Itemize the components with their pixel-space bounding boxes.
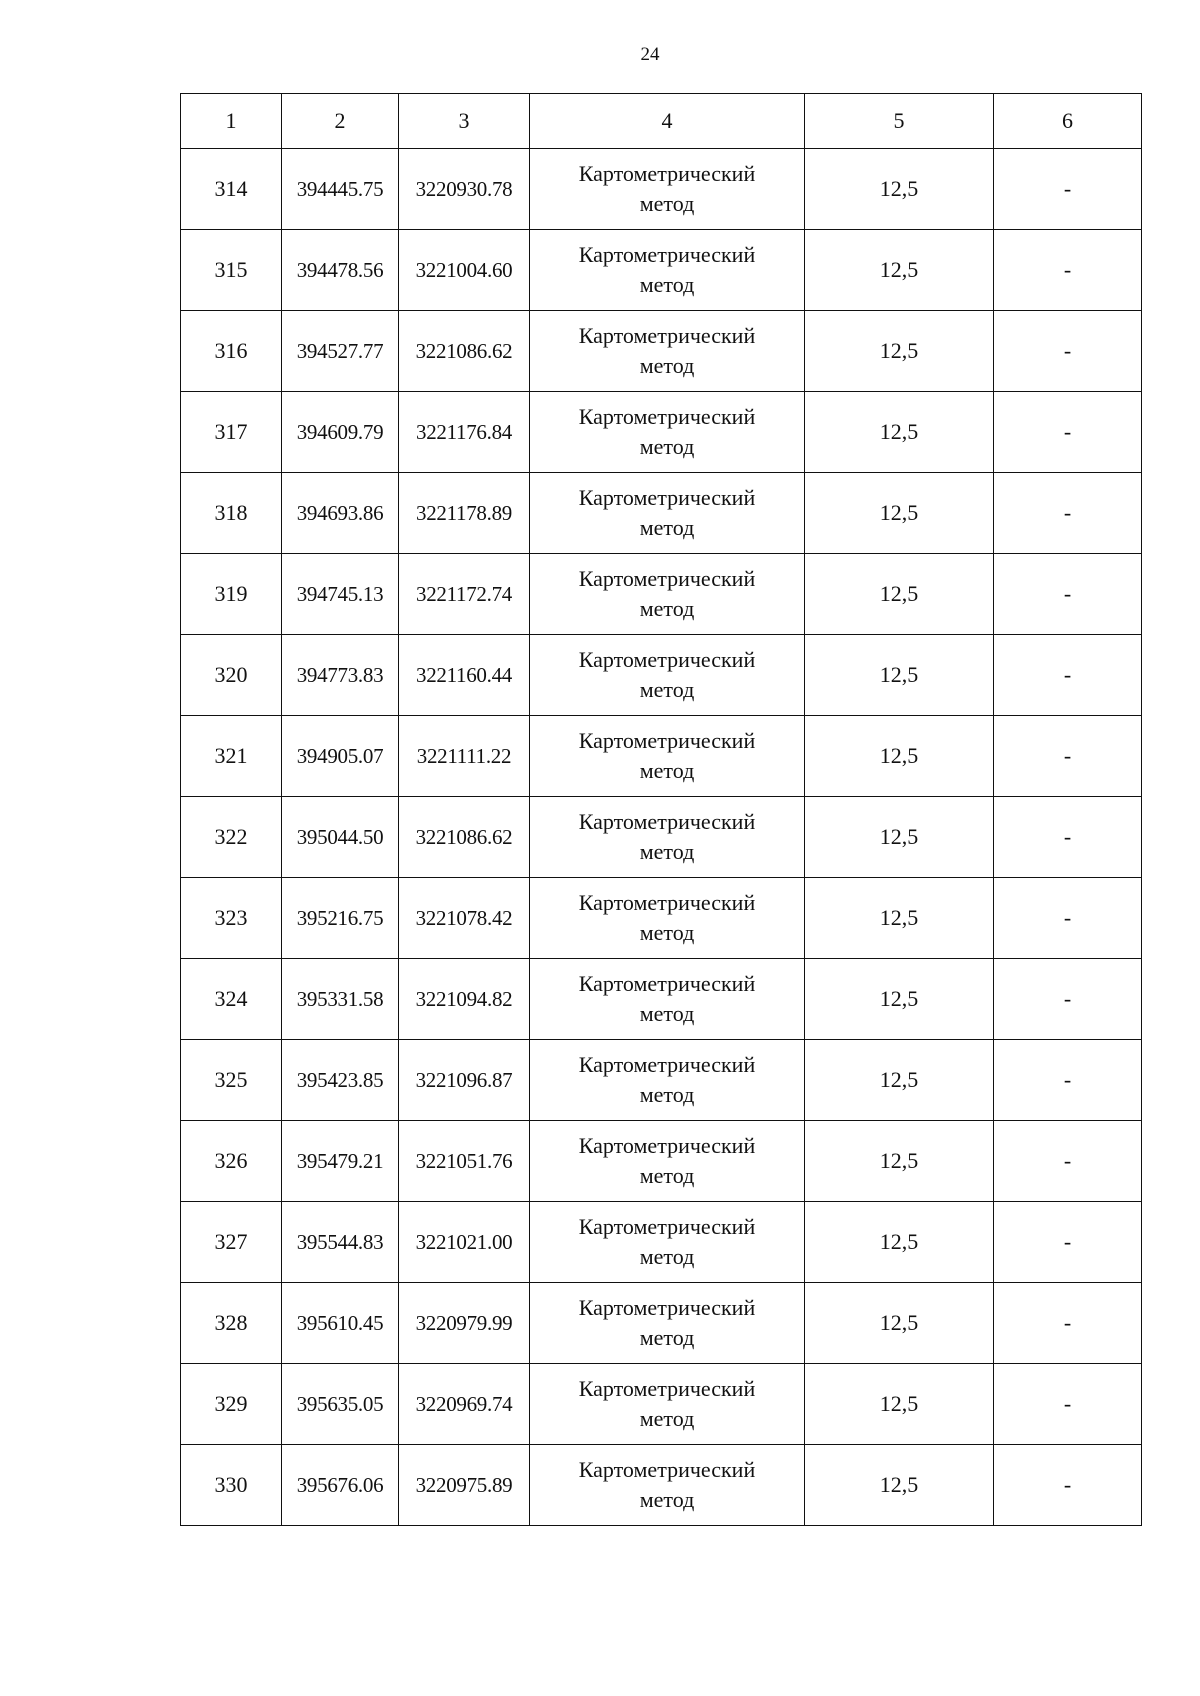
method-line-1: Картометрический bbox=[578, 1052, 756, 1077]
y-coordinate-cell: 3221086.62 bbox=[399, 311, 530, 392]
table-row bbox=[181, 149, 1142, 230]
method-line-1: Картометрический bbox=[578, 1376, 756, 1401]
point-number-cell: 316 bbox=[181, 311, 282, 392]
accuracy-cell: 12,5 bbox=[805, 554, 994, 635]
method-line-2: метод bbox=[639, 1487, 695, 1512]
accuracy-cell: 12,5 bbox=[805, 959, 994, 1040]
table-row bbox=[181, 230, 1142, 311]
y-coordinate-cell: 3221176.84 bbox=[399, 392, 530, 473]
method-line-2: метод bbox=[639, 758, 695, 783]
x-coordinate-cell: 394773.83 bbox=[282, 635, 399, 716]
y-coordinate-cell: 3220979.99 bbox=[399, 1283, 530, 1364]
method-line-2: метод bbox=[639, 839, 695, 864]
accuracy-cell: 12,5 bbox=[805, 230, 994, 311]
accuracy-cell: 12,5 bbox=[805, 1121, 994, 1202]
point-number-cell: 321 bbox=[181, 716, 282, 797]
note-cell: - bbox=[994, 1283, 1142, 1364]
method-line-1: Картометрический bbox=[578, 809, 756, 834]
method-cell bbox=[530, 473, 805, 554]
method-cell bbox=[530, 1202, 805, 1283]
note-cell: - bbox=[994, 878, 1142, 959]
table-row bbox=[181, 1283, 1142, 1364]
table-row bbox=[181, 635, 1142, 716]
method-line-2: метод bbox=[639, 1001, 695, 1026]
accuracy-cell: 12,5 bbox=[805, 1040, 994, 1121]
table-row bbox=[181, 1445, 1142, 1526]
note-cell: - bbox=[994, 392, 1142, 473]
point-number-cell: 318 bbox=[181, 473, 282, 554]
method-cell bbox=[530, 1364, 805, 1445]
accuracy-cell: 12,5 bbox=[805, 878, 994, 959]
method-line-1: Картометрический bbox=[578, 323, 756, 348]
header-cell-col-2: 2 bbox=[282, 94, 399, 149]
table-row bbox=[181, 797, 1142, 878]
y-coordinate-cell: 3221178.89 bbox=[399, 473, 530, 554]
method-line-1: Картометрический bbox=[578, 1214, 756, 1239]
table-row bbox=[181, 716, 1142, 797]
x-coordinate-cell: 395544.83 bbox=[282, 1202, 399, 1283]
x-coordinate-cell: 394445.75 bbox=[282, 149, 399, 230]
method-cell bbox=[530, 878, 805, 959]
method-line-1: Картометрический bbox=[578, 1133, 756, 1158]
table-row bbox=[181, 959, 1142, 1040]
method-line-1: Картометрический bbox=[578, 1295, 756, 1320]
point-number-cell: 330 bbox=[181, 1445, 282, 1526]
method-line-2: метод bbox=[639, 1325, 695, 1350]
y-coordinate-cell: 3221160.44 bbox=[399, 635, 530, 716]
coordinates-table bbox=[180, 93, 1142, 1526]
x-coordinate-cell: 394478.56 bbox=[282, 230, 399, 311]
accuracy-cell: 12,5 bbox=[805, 1202, 994, 1283]
point-number-cell: 317 bbox=[181, 392, 282, 473]
table-row bbox=[181, 1040, 1142, 1121]
table-body bbox=[181, 149, 1142, 1526]
point-number-cell: 322 bbox=[181, 797, 282, 878]
table-row bbox=[181, 1364, 1142, 1445]
point-number-cell: 319 bbox=[181, 554, 282, 635]
header-cell-col-6: 6 bbox=[994, 94, 1142, 149]
method-line-2: метод bbox=[639, 191, 695, 216]
x-coordinate-cell: 395331.58 bbox=[282, 959, 399, 1040]
method-line-2: метод bbox=[639, 677, 695, 702]
method-line-1: Картометрический bbox=[578, 647, 756, 672]
method-cell bbox=[530, 554, 805, 635]
method-line-1: Картометрический bbox=[578, 485, 756, 510]
accuracy-cell: 12,5 bbox=[805, 1283, 994, 1364]
y-coordinate-cell: 3221086.62 bbox=[399, 797, 530, 878]
point-number-cell: 314 bbox=[181, 149, 282, 230]
y-coordinate-cell: 3220969.74 bbox=[399, 1364, 530, 1445]
accuracy-cell: 12,5 bbox=[805, 311, 994, 392]
method-cell bbox=[530, 959, 805, 1040]
method-line-2: метод bbox=[639, 515, 695, 540]
method-cell bbox=[530, 1283, 805, 1364]
y-coordinate-cell: 3221004.60 bbox=[399, 230, 530, 311]
x-coordinate-cell: 395044.50 bbox=[282, 797, 399, 878]
method-line-2: метод bbox=[639, 1406, 695, 1431]
header-cell-col-5: 5 bbox=[805, 94, 994, 149]
x-coordinate-cell: 395610.45 bbox=[282, 1283, 399, 1364]
y-coordinate-cell: 3221094.82 bbox=[399, 959, 530, 1040]
accuracy-cell: 12,5 bbox=[805, 797, 994, 878]
note-cell: - bbox=[994, 797, 1142, 878]
method-line-2: метод bbox=[639, 1244, 695, 1269]
method-cell bbox=[530, 392, 805, 473]
x-coordinate-cell: 394745.13 bbox=[282, 554, 399, 635]
note-cell: - bbox=[994, 230, 1142, 311]
accuracy-cell: 12,5 bbox=[805, 473, 994, 554]
method-cell bbox=[530, 311, 805, 392]
method-cell bbox=[530, 149, 805, 230]
x-coordinate-cell: 395423.85 bbox=[282, 1040, 399, 1121]
y-coordinate-cell: 3220975.89 bbox=[399, 1445, 530, 1526]
method-line-1: Картометрический bbox=[578, 971, 756, 996]
method-cell bbox=[530, 1040, 805, 1121]
table-row bbox=[181, 554, 1142, 635]
note-cell: - bbox=[994, 716, 1142, 797]
method-line-2: метод bbox=[639, 272, 695, 297]
y-coordinate-cell: 3221078.42 bbox=[399, 878, 530, 959]
table-row bbox=[181, 878, 1142, 959]
point-number-cell: 325 bbox=[181, 1040, 282, 1121]
method-line-1: Картометрический bbox=[578, 1457, 756, 1482]
method-line-1: Картометрический bbox=[578, 728, 756, 753]
point-number-cell: 328 bbox=[181, 1283, 282, 1364]
x-coordinate-cell: 395479.21 bbox=[282, 1121, 399, 1202]
x-coordinate-cell: 394609.79 bbox=[282, 392, 399, 473]
table-row bbox=[181, 473, 1142, 554]
method-cell bbox=[530, 797, 805, 878]
header-cell-col-4: 4 bbox=[530, 94, 805, 149]
table-row bbox=[181, 1121, 1142, 1202]
note-cell: - bbox=[994, 149, 1142, 230]
point-number-cell: 324 bbox=[181, 959, 282, 1040]
method-line-2: метод bbox=[639, 1082, 695, 1107]
y-coordinate-cell: 3221021.00 bbox=[399, 1202, 530, 1283]
y-coordinate-cell: 3221096.87 bbox=[399, 1040, 530, 1121]
point-number-cell: 323 bbox=[181, 878, 282, 959]
y-coordinate-cell: 3221051.76 bbox=[399, 1121, 530, 1202]
note-cell: - bbox=[994, 311, 1142, 392]
note-cell: - bbox=[994, 1364, 1142, 1445]
note-cell: - bbox=[994, 473, 1142, 554]
y-coordinate-cell: 3221172.74 bbox=[399, 554, 530, 635]
y-coordinate-cell: 3220930.78 bbox=[399, 149, 530, 230]
note-cell: - bbox=[994, 1445, 1142, 1526]
table-row bbox=[181, 1202, 1142, 1283]
x-coordinate-cell: 394905.07 bbox=[282, 716, 399, 797]
accuracy-cell: 12,5 bbox=[805, 635, 994, 716]
accuracy-cell: 12,5 bbox=[805, 1445, 994, 1526]
method-cell bbox=[530, 1121, 805, 1202]
header-cell-col-1: 1 bbox=[181, 94, 282, 149]
note-cell: - bbox=[994, 1121, 1142, 1202]
note-cell: - bbox=[994, 959, 1142, 1040]
note-cell: - bbox=[994, 635, 1142, 716]
method-line-1: Картометрический bbox=[578, 242, 756, 267]
method-line-1: Картометрический bbox=[578, 161, 756, 186]
x-coordinate-cell: 394693.86 bbox=[282, 473, 399, 554]
point-number-cell: 327 bbox=[181, 1202, 282, 1283]
method-cell bbox=[530, 635, 805, 716]
method-line-2: метод bbox=[639, 434, 695, 459]
point-number-cell: 329 bbox=[181, 1364, 282, 1445]
accuracy-cell: 12,5 bbox=[805, 716, 994, 797]
method-cell bbox=[530, 716, 805, 797]
method-line-1: Картометрический bbox=[578, 890, 756, 915]
table-row bbox=[181, 392, 1142, 473]
accuracy-cell: 12,5 bbox=[805, 1364, 994, 1445]
note-cell: - bbox=[994, 1202, 1142, 1283]
x-coordinate-cell: 395216.75 bbox=[282, 878, 399, 959]
note-cell: - bbox=[994, 1040, 1142, 1121]
point-number-cell: 315 bbox=[181, 230, 282, 311]
accuracy-cell: 12,5 bbox=[805, 392, 994, 473]
accuracy-cell: 12,5 bbox=[805, 149, 994, 230]
method-line-2: метод bbox=[639, 1163, 695, 1188]
method-line-2: метод bbox=[639, 596, 695, 621]
point-number-cell: 320 bbox=[181, 635, 282, 716]
table-header-row bbox=[181, 94, 1142, 149]
method-line-1: Картометрический bbox=[578, 566, 756, 591]
note-cell: - bbox=[994, 554, 1142, 635]
y-coordinate-cell: 3221111.22 bbox=[399, 716, 530, 797]
x-coordinate-cell: 395635.05 bbox=[282, 1364, 399, 1445]
header-cell-col-3: 3 bbox=[399, 94, 530, 149]
method-line-1: Картометрический bbox=[578, 404, 756, 429]
method-line-2: метод bbox=[639, 920, 695, 945]
method-cell bbox=[530, 1445, 805, 1526]
x-coordinate-cell: 395676.06 bbox=[282, 1445, 399, 1526]
method-line-2: метод bbox=[639, 353, 695, 378]
method-cell bbox=[530, 230, 805, 311]
table-row bbox=[181, 311, 1142, 392]
point-number-cell: 326 bbox=[181, 1121, 282, 1202]
page-number: 24 bbox=[640, 44, 660, 65]
x-coordinate-cell: 394527.77 bbox=[282, 311, 399, 392]
